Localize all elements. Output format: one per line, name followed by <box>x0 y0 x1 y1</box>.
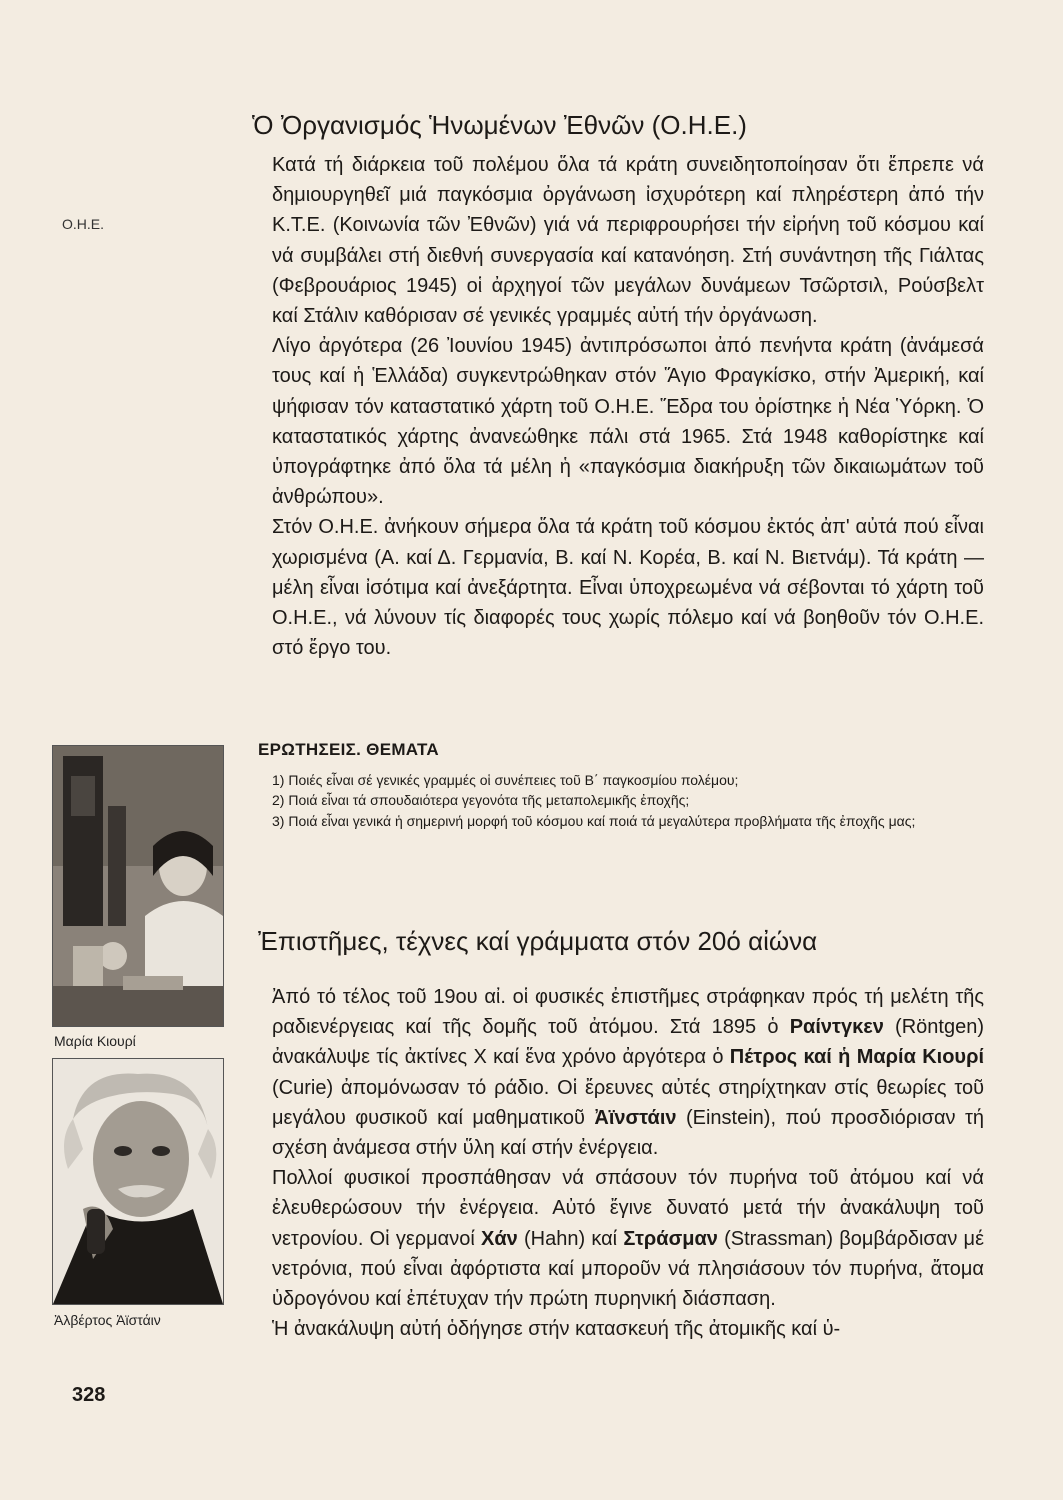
paragraph: Ἡ ἀνακάλυψη αὐτή ὁδήγησε στήν κατασκευή τῆς ἀτομικῆς καί ὑ- <box>272 1318 841 1341</box>
question-item: 1) Ποιές εἶναι σέ γενικές γραμμές οἱ συνέπειες τοῦ Β΄ παγκοσμίου πολέμου; <box>272 772 739 788</box>
margin-note: Ο.Η.Ε. <box>62 216 105 232</box>
paragraph: Πολλοί φυσικοί προσπάθησαν νά σπάσουν τόν πυρήνα τοῦ ἀτόμου καί νά ἐλευθερώσουν τήν ἐνέργεια. Αὐτό ἔγινε δυνατό μετά τήν ἀνακάλυψη τοῦ νετρονίου. Οἱ γερμανοί Χάν (Hahn) καί Στράσμαν (Strassman) βομβάρδισαν μέ νετρόνια, πού εἶναι ἀφόρτιστα καί μποροῦν νά πλησιάσουν τόν πυρήνα, ἄτομα ὑδρογόνου καί ἐπέτυχαν τήν πρώτη πυρηνική διάσπαση. <box>272 1167 984 1311</box>
photo-marie-curie <box>52 745 224 1027</box>
lab-scene-image <box>53 746 223 1026</box>
section-title-un: Ὁ Ὀργανισμός Ἡνωμένων Ἐθνῶν (Ο.Η.Ε.) <box>252 110 747 140</box>
section-un-text <box>272 150 984 663</box>
questions-box <box>258 740 958 831</box>
question-item: 3) Ποιά εἶναι γενικά ἡ σημερινή μορφή τοῦ κόσμου καί ποιά τά μεγαλύτερα προβλήματα τῆς ἐποχῆς μας; <box>272 812 916 829</box>
name-einstein: Ἀϊνστάιν <box>594 1106 677 1129</box>
section-title-sciences: Ἐπιστῆμες, τέχνες καί γράμματα στόν 20ό αἰώνα <box>258 926 818 956</box>
photo-caption-curie: Μαρία Κιουρί <box>54 1033 136 1049</box>
paragraph: Λίγο ἀργότερα (26 Ἰουνίου 1945) ἀντιπρόσωποι ἀπό πενήντα κράτη (ἀνάμεσά τους καί ἡ Ἑλλάδα) συγκεντρώθηκαν στόν Ἅγιο Φραγκίσκο, στήν Ἀμερική, καί ψήφισαν τόν καταστατικό χάρτη τοῦ Ο.Η.Ε. Ἕδρα του ὁρίστηκε ἡ Νέα Ὑόρκη. Ὁ καταστατικός χάρτης ἀνανεώθηκε πάλι στά 1965. Στά 1948 καθορίστηκε καί ὑπογράφτηκε ἀπό ὅλα τά μέλη ἡ «παγκόσμια διακήρυξη τῶν δικαιωμάτων τοῦ ἀνθρώπου». <box>272 335 984 509</box>
question-item: 2) Ποιά εἶναι τά σπουδαιότερα γεγονότα τῆς μεταπολεμικῆς ἐποχῆς; <box>272 792 690 809</box>
name-hahn: Χάν <box>480 1227 518 1250</box>
paragraph: Κατά τή διάρκεια τοῦ πολέμου ὅλα τά κράτη συνειδητοποίησαν ὅτι ἔπρεπε νά δημιουργηθεῖ μιά παγκόσμια ὀργάνωση ἰσχυρότερη καί πληρέστερη ἀπό τήν Κ.Τ.Ε. (Κοινωνία τῶν Ἐθνῶν) γιά νά περιφρουρήσει τήν εἰρήνη τοῦ κόσμου καί νά συμβάλει στή διεθνή συνεργασία καί κατανόηση. Στή συνάντηση τῆς Γιάλτας (Φεβρουάριος 1945) οἱ ἀρχηγοί τῶν μεγάλων δυνάμεων Τσῶρτσιλ, Ρούσβελτ καί Στάλιν καθόρισαν σέ γενικές γραμμές αὐτή τήν ὀργάνωση. <box>272 154 984 328</box>
page-number: 328 <box>72 1384 106 1406</box>
questions-heading: ΕΡΩΤΗΣΕΙΣ. ΘΕΜΑΤΑ <box>258 740 439 759</box>
paragraph: Στόν Ο.Η.Ε. ἀνήκουν σήμερα ὅλα τά κράτη τοῦ κόσμου ἐκτός ἀπ' αὐτά πού εἶναι χωρισμένα (Α. καί Δ. Γερμανία, Β. καί Ν. Κορέα, Β. καί Ν. Βιετνάμ). Τά κράτη — μέλη εἶναι ἰσότιμα καί ἀνεξάρτητα. Εἶναι ὑποχρεωμένα νά σέβονται τό χάρτη τοῦ Ο.Η.Ε., νά λύνουν τίς διαφορές τους χωρίς πόλεμο καί νά βοηθοῦν τόν Ο.Η.Ε. στό ἔργο του. <box>272 516 984 660</box>
name-rontgen: Ραίντγκεν <box>789 1016 884 1039</box>
section-sciences-text <box>272 982 984 1344</box>
name-strassman: Στράσμαν <box>623 1227 718 1250</box>
name-curie: Πέτρος καί ἡ Μαρία Κιουρί <box>729 1046 984 1069</box>
questions-list <box>258 770 958 831</box>
photo-caption-einstein: Ἀλβέρτος Ἀϊστάιν <box>54 1312 161 1328</box>
photo-einstein <box>52 1058 224 1305</box>
paragraph: Ἀπό τό τέλος τοῦ 19ου αἰ. οἱ φυσικές ἐπιστῆμες στράφηκαν πρός τή μελέτη τῆς ραδιενέργειας καί τῆς δομῆς τοῦ ἀτόμου. Στά 1895 ὁ Ραίντγκεν (Röntgen) ἀνακάλυψε τίς ἀκτίνες Χ καί ἕνα χρόνο ἀργότερα ὁ Πέτρος καί ἡ Μαρία Κιουρί (Curie) ἀπομόνωσαν τό ράδιο. Οἱ ἔρευνες αὐτές στηρίχτηκαν στίς θεωρίες τοῦ μεγάλου φυσικοῦ καί μαθηματικοῦ Ἀϊνστάιν (Einstein), πού προσδιόρισαν τή σχέση ἀνάμεσα στήν ὕλη καί στήν ἐνέργεια. <box>272 986 984 1160</box>
portrait-image <box>53 1059 223 1304</box>
